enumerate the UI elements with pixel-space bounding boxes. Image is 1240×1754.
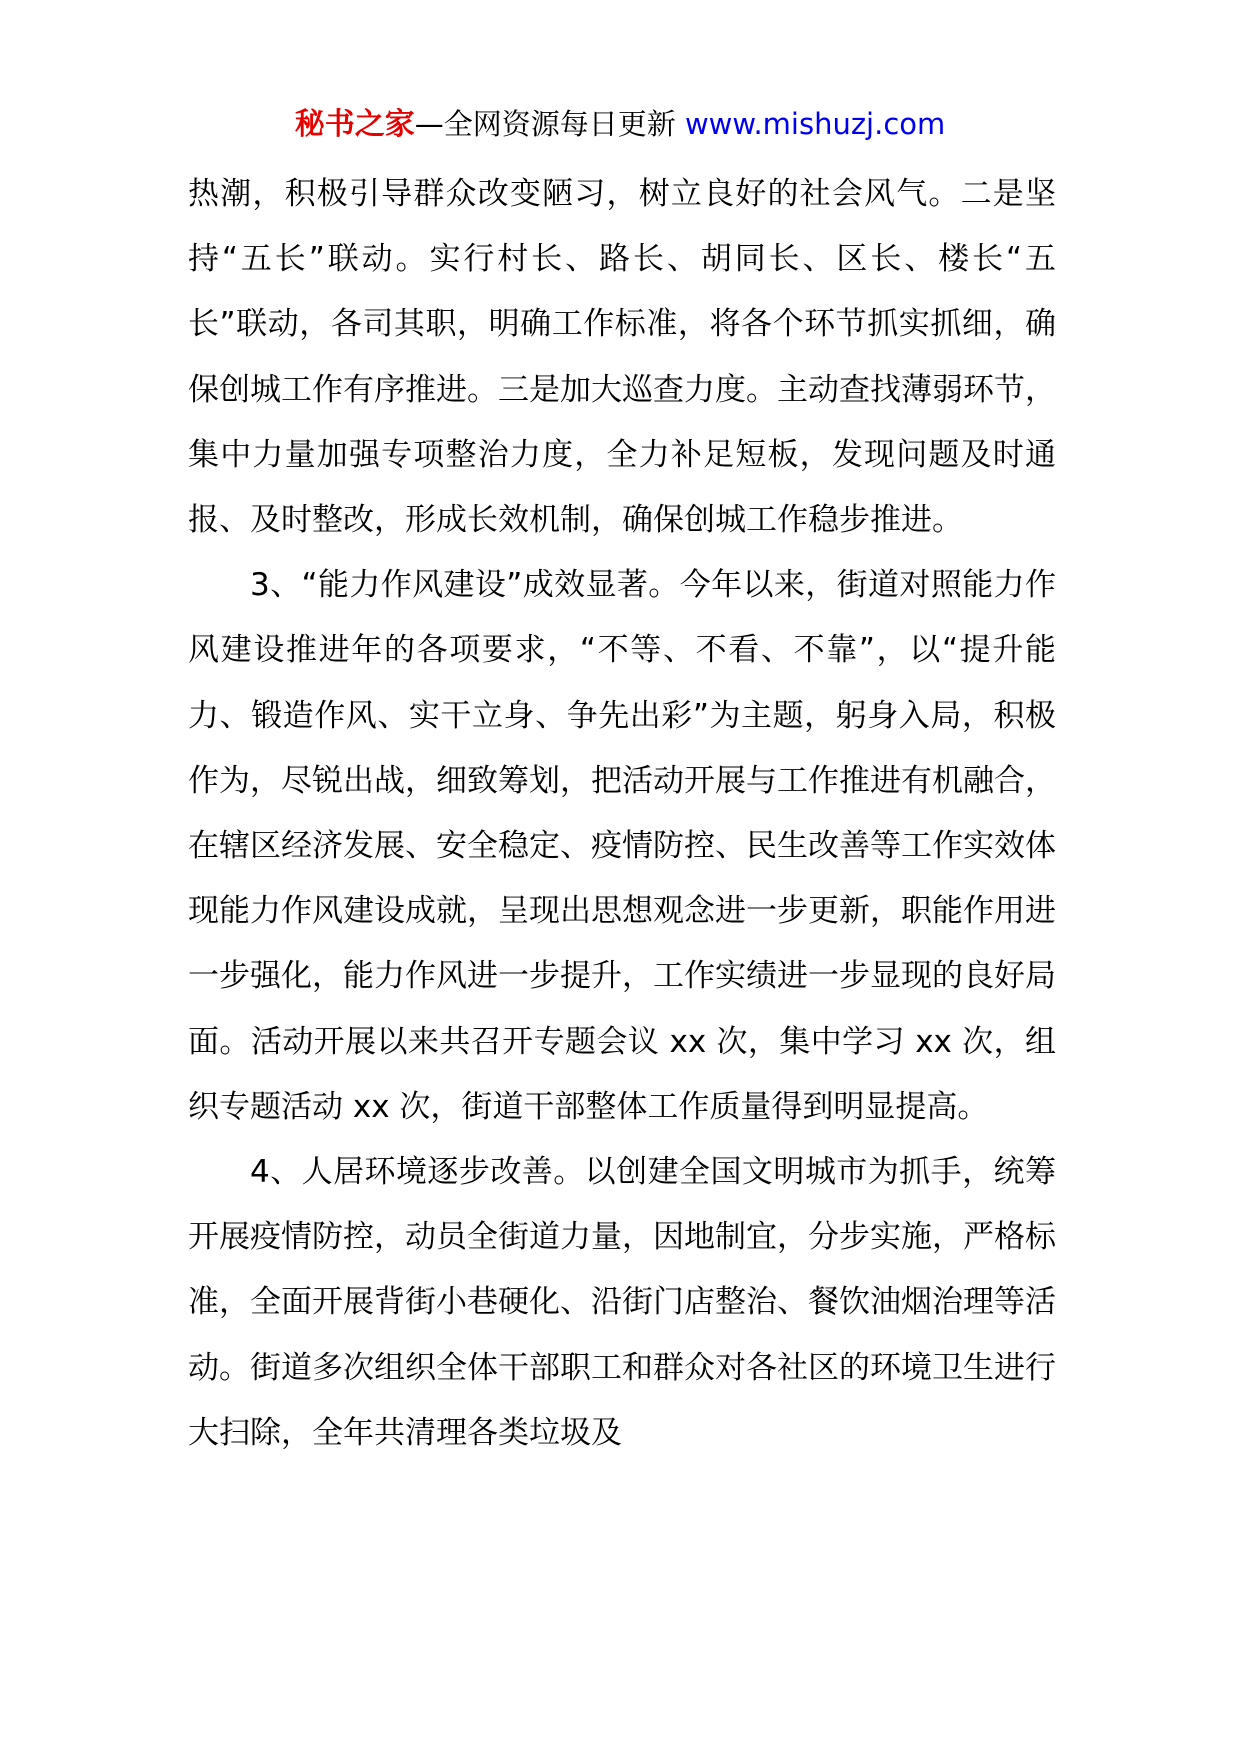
paragraph-section-3: 3、“能力作风建设”成效显著。今年以来，街道对照能力作风建设推进年的各项要求，“不等、不看、不靠”，以“提升能力、锻造作风、实干立身、争先出彩”为主题，躬身入局，积极作为，尽锐出战，细致筹划，把活动开展与工作推进有机融合，在辖区经济发展、安全稳定、疫情防控、民生改善等工作实效体现能力作风建设成就，呈现出思想观念进一步更新，职能作用进一步强化，能力作风进一步提升，工作实绩进一步显现的良好局面。活动开展以来共召开专题会议 xx 次，集中学习 xx 次，组织专题活动 xx 次，街道干部整体工作质量得到明显提高。 — [188, 567, 1056, 1125]
document-body — [188, 162, 1056, 1466]
site-header — [0, 102, 1240, 147]
brand-name: 秘书之家 — [294, 107, 415, 142]
paragraph-section-4: 4、人居环境逐步改善。以创建全国文明城市为抓手，统筹开展疫情防控，动员全街道力量，因地制宜，分步实施，严格标准，全面开展背街小巷硬化、沿街门店整治、餐饮油烟治理等活动。街道多次组织全体干部职工和群众对各社区的环境卫生进行大扫除，全年共清理各类垃圾及 — [188, 1154, 1056, 1451]
paragraph-continuation: 热潮，积极引导群众改变陋习，树立良好的社会风气。二是坚持“五长”联动。实行村长、路长、胡同长、区长、楼长“五长”联动，各司其职，明确工作标准，将各个环节抓实抓细，确保创城工作有序推进。三是加大巡查力度。主动查找薄弱环节，集中力量加强专项整治力度，全力补足短板，发现问题及时通报、及时整改，形成长效机制，确保创城工作稳步推进。 — [188, 176, 1056, 539]
header-tagline: —全网资源每日更新 — [414, 107, 676, 141]
site-url-link[interactable]: www.mishuzj.com — [684, 107, 946, 141]
